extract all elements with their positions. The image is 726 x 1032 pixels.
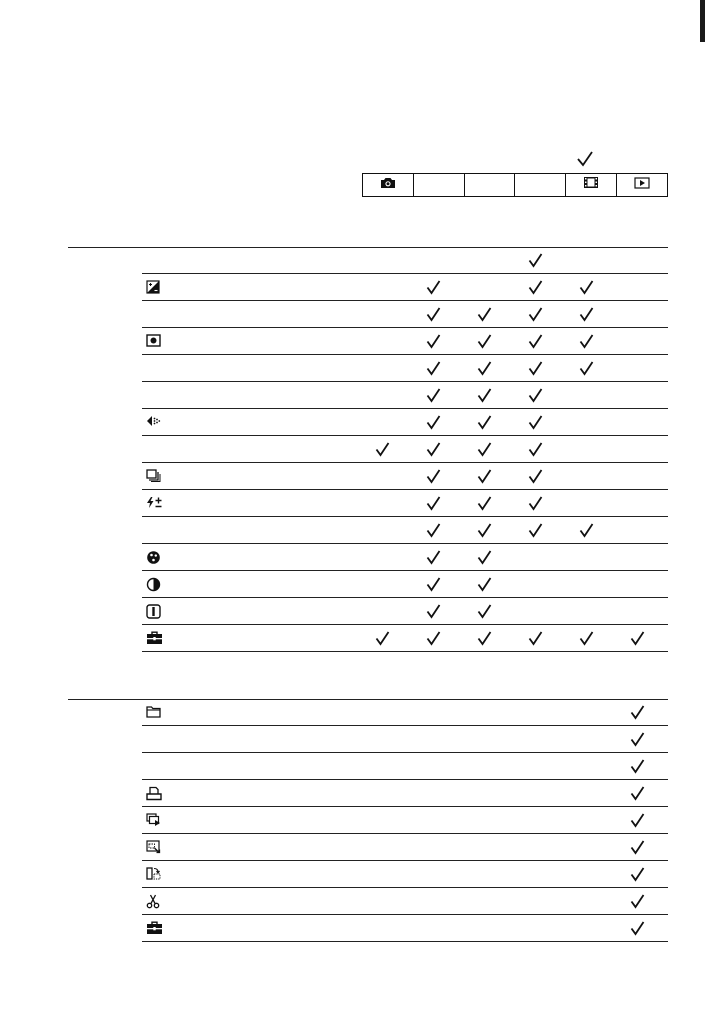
mode-column-2	[414, 174, 465, 196]
checkmark-icon	[477, 388, 492, 403]
checkmark-icon	[426, 280, 441, 295]
checkmark-icon	[426, 388, 441, 403]
checkmark-icon	[426, 334, 441, 349]
shooting-menu-row	[142, 544, 668, 571]
checkmark-icon	[528, 469, 543, 484]
checkmark-icon	[426, 550, 441, 565]
checkmark-icon	[630, 786, 645, 801]
camera-icon	[380, 176, 396, 194]
shooting-menu-row	[142, 328, 668, 355]
image-size-icon	[146, 415, 162, 430]
flash-level-icon	[146, 496, 162, 511]
checkmark-icon	[630, 867, 645, 882]
checkmark-icon	[477, 415, 492, 430]
checkmark-icon	[477, 577, 492, 592]
checkmark-icon	[630, 705, 645, 720]
shooting-menu-row	[142, 598, 668, 625]
rotate-icon	[146, 867, 162, 882]
metering-icon	[146, 334, 162, 349]
shooting-menu-row	[142, 301, 668, 328]
shooting-menu-row	[142, 463, 668, 490]
checkmark-icon	[426, 577, 441, 592]
checkmark-icon	[426, 496, 441, 511]
checkmark-icon	[528, 496, 543, 511]
checkmark-icon	[426, 631, 441, 646]
checkmark-icon	[426, 604, 441, 619]
checkmark-icon	[477, 523, 492, 538]
checkmark-icon	[477, 496, 492, 511]
viewing-menu-row	[142, 888, 668, 915]
viewing-menu-row	[142, 726, 668, 753]
shooting-menu-row	[142, 490, 668, 517]
checkmark-icon	[477, 469, 492, 484]
checkmark-icon	[477, 604, 492, 619]
checkmark-icon	[630, 732, 645, 747]
checkmark-icon	[579, 334, 594, 349]
viewing-menu-row	[142, 807, 668, 834]
checkmark-icon	[528, 334, 543, 349]
shooting-menu-row	[142, 625, 668, 652]
viewing-menu-row	[142, 753, 668, 780]
ev-exposure-icon	[146, 280, 162, 295]
shooting-menu-row	[142, 436, 668, 463]
checkmark-icon	[579, 361, 594, 376]
viewing-menu-row	[142, 699, 668, 726]
setup-toolbox-icon	[146, 631, 162, 646]
checkmark-icon	[426, 469, 441, 484]
checkmark-icon	[477, 307, 492, 322]
checkmark-icon	[477, 334, 492, 349]
print-icon	[146, 786, 162, 801]
checkmark-icon	[579, 631, 594, 646]
page-edge-tab	[700, 0, 705, 42]
viewing-menu-row	[142, 780, 668, 807]
viewing-menu-row	[142, 834, 668, 861]
mode-column-5	[566, 174, 617, 196]
checkmark-icon	[426, 442, 441, 457]
mode-header	[362, 173, 668, 197]
checkmark-icon	[528, 523, 543, 538]
resize-icon	[146, 840, 162, 855]
checkmark-icon	[426, 523, 441, 538]
checkmark-icon	[375, 631, 390, 646]
slideshow-icon	[146, 813, 162, 828]
mode-column-6	[617, 174, 667, 196]
mode-column-1	[363, 174, 414, 196]
checkmark-icon	[477, 442, 492, 457]
checkmark-icon	[528, 388, 543, 403]
checkmark-icon	[528, 253, 543, 268]
viewing-menu-row	[142, 861, 668, 888]
checkmark-icon	[426, 307, 441, 322]
playback-icon	[634, 176, 650, 194]
viewing-menu-table	[142, 699, 668, 942]
contrast-icon	[146, 577, 162, 592]
movie-film-icon	[583, 176, 599, 194]
saturation-icon	[146, 550, 162, 565]
checkmark-icon	[630, 759, 645, 774]
shooting-menu-row	[142, 517, 668, 544]
shooting-menu-row	[142, 274, 668, 301]
checkmark-icon	[630, 840, 645, 855]
checkmark-icon	[528, 442, 543, 457]
checkmark-icon	[426, 415, 441, 430]
checkmark-icon	[375, 442, 390, 457]
setup-toolbox-icon	[146, 921, 162, 936]
checkmark-icon	[579, 280, 594, 295]
viewing-menu-row	[142, 915, 668, 942]
checkmark-icon	[528, 307, 543, 322]
burst-mode-icon	[146, 469, 162, 484]
mode-column-4	[515, 174, 566, 196]
legend-checkmark-icon	[576, 151, 594, 167]
checkmark-icon	[528, 361, 543, 376]
checkmark-icon	[426, 361, 441, 376]
checkmark-icon	[630, 631, 645, 646]
shooting-menu-row	[142, 409, 668, 436]
shooting-menu-row	[142, 571, 668, 598]
sharpness-icon	[146, 604, 162, 619]
checkmark-icon	[630, 813, 645, 828]
checkmark-icon	[630, 921, 645, 936]
checkmark-icon	[630, 894, 645, 909]
checkmark-icon	[579, 523, 594, 538]
checkmark-icon	[477, 361, 492, 376]
checkmark-icon	[528, 415, 543, 430]
checkmark-icon	[528, 280, 543, 295]
shooting-menu-row	[142, 247, 668, 274]
checkmark-icon	[477, 550, 492, 565]
checkmark-icon	[528, 631, 543, 646]
shooting-menu-row	[142, 382, 668, 409]
checkmark-icon	[477, 631, 492, 646]
divide-scissors-icon	[146, 894, 162, 909]
checkmark-icon	[579, 307, 594, 322]
mode-column-3	[465, 174, 516, 196]
folder-icon	[146, 705, 162, 720]
shooting-menu-table	[142, 247, 668, 652]
shooting-menu-row	[142, 355, 668, 382]
